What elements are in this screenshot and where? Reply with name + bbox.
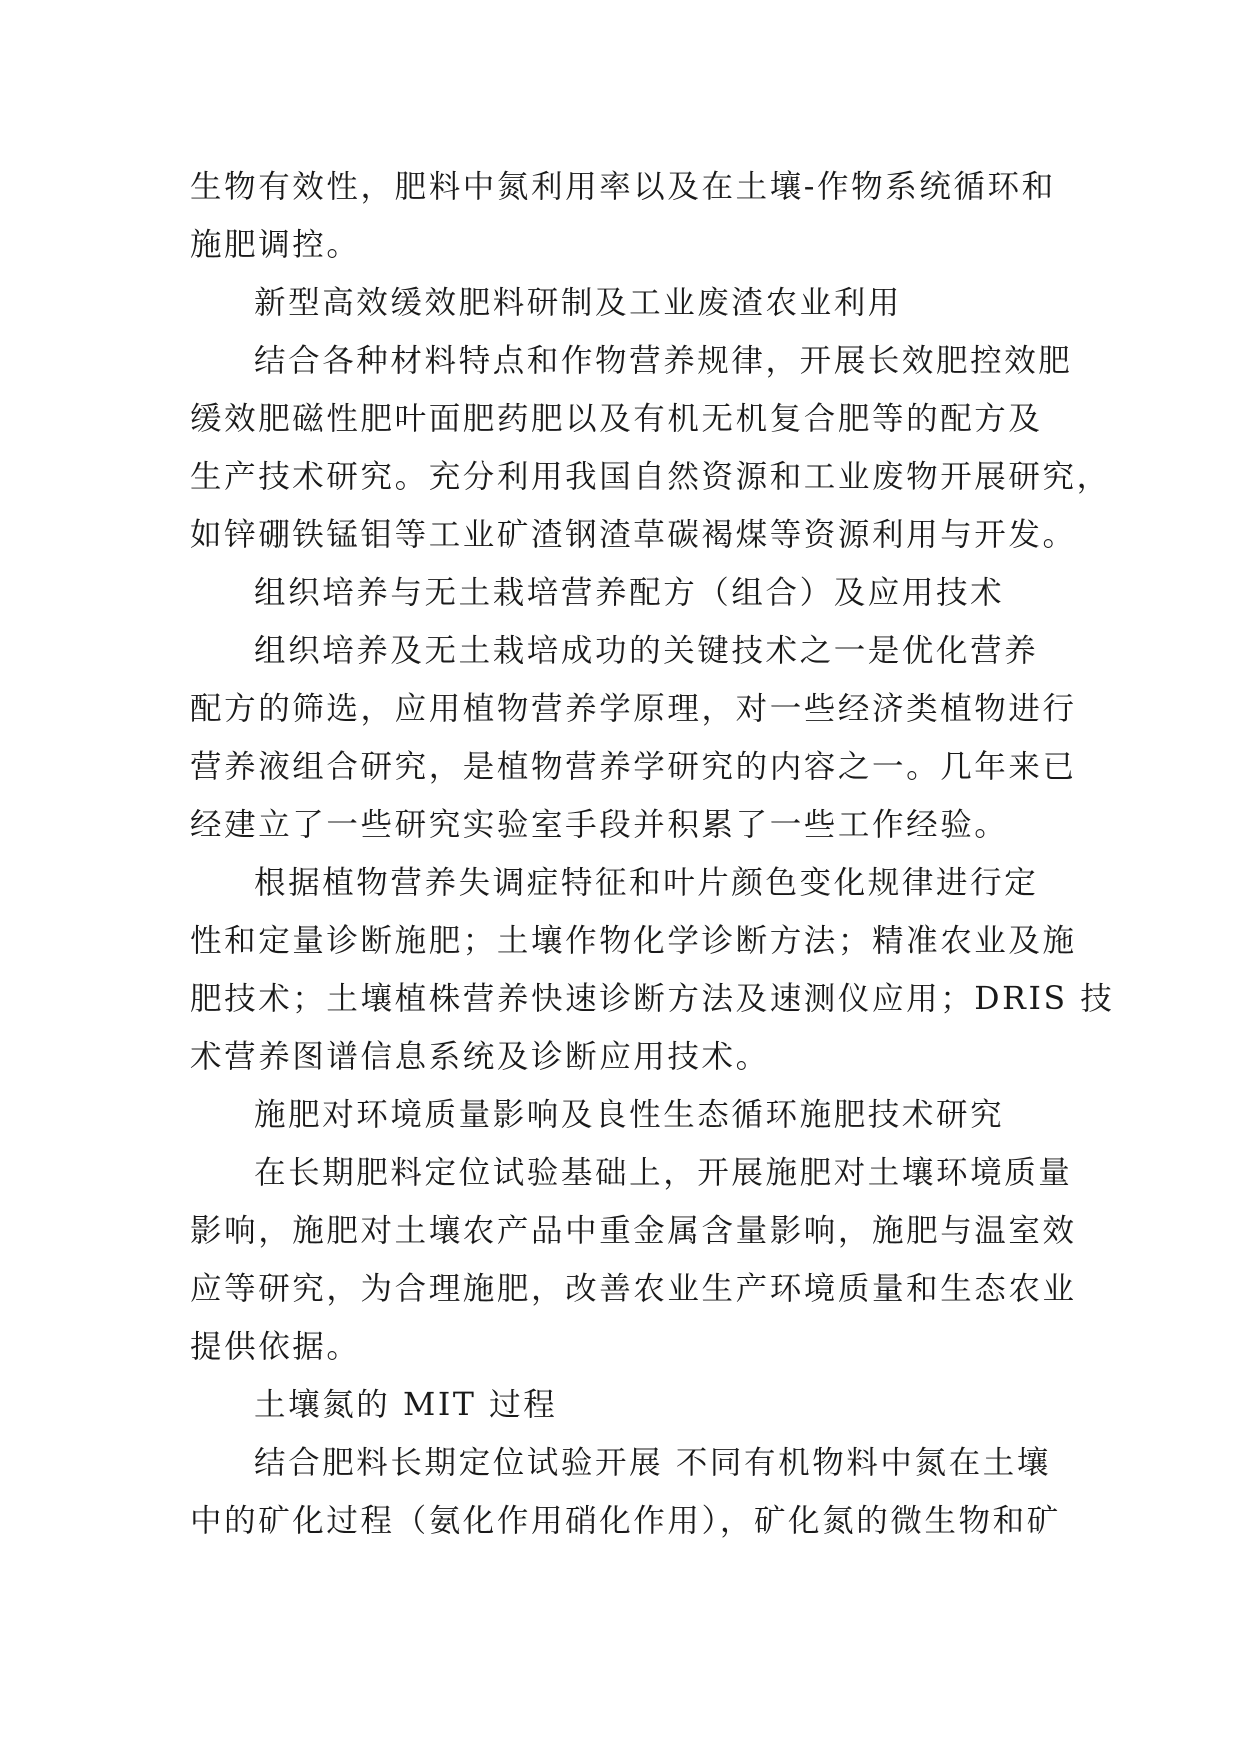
paragraph-10 <box>190 1434 1061 1550</box>
paragraph-1 <box>190 158 1056 274</box>
heading-environment-quality <box>190 1086 1050 1144</box>
text-line: 配方的筛选，应用植物营养学原理，对一些经济类植物进行 <box>190 691 1077 727</box>
text-line: 营养液组合研究，是植物营养学研究的内容之一。几年来已 <box>190 749 1077 785</box>
text-line: 根据植物营养失调症特征和叶片颜色变化规律进行定 <box>254 865 1039 901</box>
text-line: 生物有效性，肥料中氮利用率以及在土壤-作物系统循环和 <box>190 169 1056 205</box>
text-line: 施肥调控。 <box>190 227 361 263</box>
text-line: 结合各种材料特点和作物营养规律，开展长效肥控效肥 <box>254 343 1073 379</box>
paragraph-8 <box>190 1144 1077 1376</box>
text-line: 在长期肥料定位试验基础上，开展施肥对土壤环境质量 <box>254 1155 1073 1191</box>
text-line: 经建立了一些研究实验室手段并积累了一些工作经验。 <box>190 807 1009 843</box>
text-line: 提供依据。 <box>190 1329 361 1365</box>
paragraph-5 <box>190 622 1077 854</box>
text-line: 结合肥料长期定位试验开展 不同有机物料中氮在土壤 <box>254 1445 1051 1481</box>
text-line: 术营养图谱信息系统及诊断应用技术。 <box>190 1039 770 1075</box>
document-body <box>190 158 1115 1550</box>
text-line: 如锌硼铁锰钼等工业矿渣钢渣草碳褐煤等资源利用与开发。 <box>190 517 1077 553</box>
text-line: 性和定量诊断施肥；土壤作物化学诊断方法；精准农业及施 <box>190 923 1077 959</box>
heading-soil-nitrogen-mit <box>190 1376 1050 1434</box>
paragraph-6 <box>190 854 1115 1086</box>
text-line: 组织培养及无土栽培成功的关键技术之一是优化营养 <box>254 633 1039 669</box>
text-line: 影响，施肥对土壤农产品中重金属含量影响，施肥与温室效 <box>190 1213 1077 1249</box>
text-line: 中的矿化过程（氨化作用硝化作用），矿化氮的微生物和矿 <box>190 1503 1061 1539</box>
text-line: 缓效肥磁性肥叶面肥药肥以及有机无机复合肥等的配方及 <box>190 401 1043 437</box>
heading-line: 新型高效缓效肥料研制及工业废渣农业利用 <box>254 285 902 321</box>
heading-slow-release-fertilizer <box>190 274 1050 332</box>
paragraph-3 <box>190 332 1111 564</box>
text-line: 应等研究，为合理施肥，改善农业生产环境质量和生态农业 <box>190 1271 1077 1307</box>
text-line: 生产技术研究。充分利用我国自然资源和工业废物开展研究， <box>190 459 1111 495</box>
heading-line: 组织培养与无土栽培营养配方（组合）及应用技术 <box>254 575 1005 611</box>
heading-line: 土壤氮的 MIT 过程 <box>254 1387 558 1423</box>
heading-line: 施肥对环境质量影响及良性生态循环施肥技术研究 <box>254 1097 1005 1133</box>
heading-tissue-culture <box>190 564 1050 622</box>
text-line: 肥技术；土壤植株营养快速诊断方法及速测仪应用；DRIS 技 <box>190 981 1115 1017</box>
